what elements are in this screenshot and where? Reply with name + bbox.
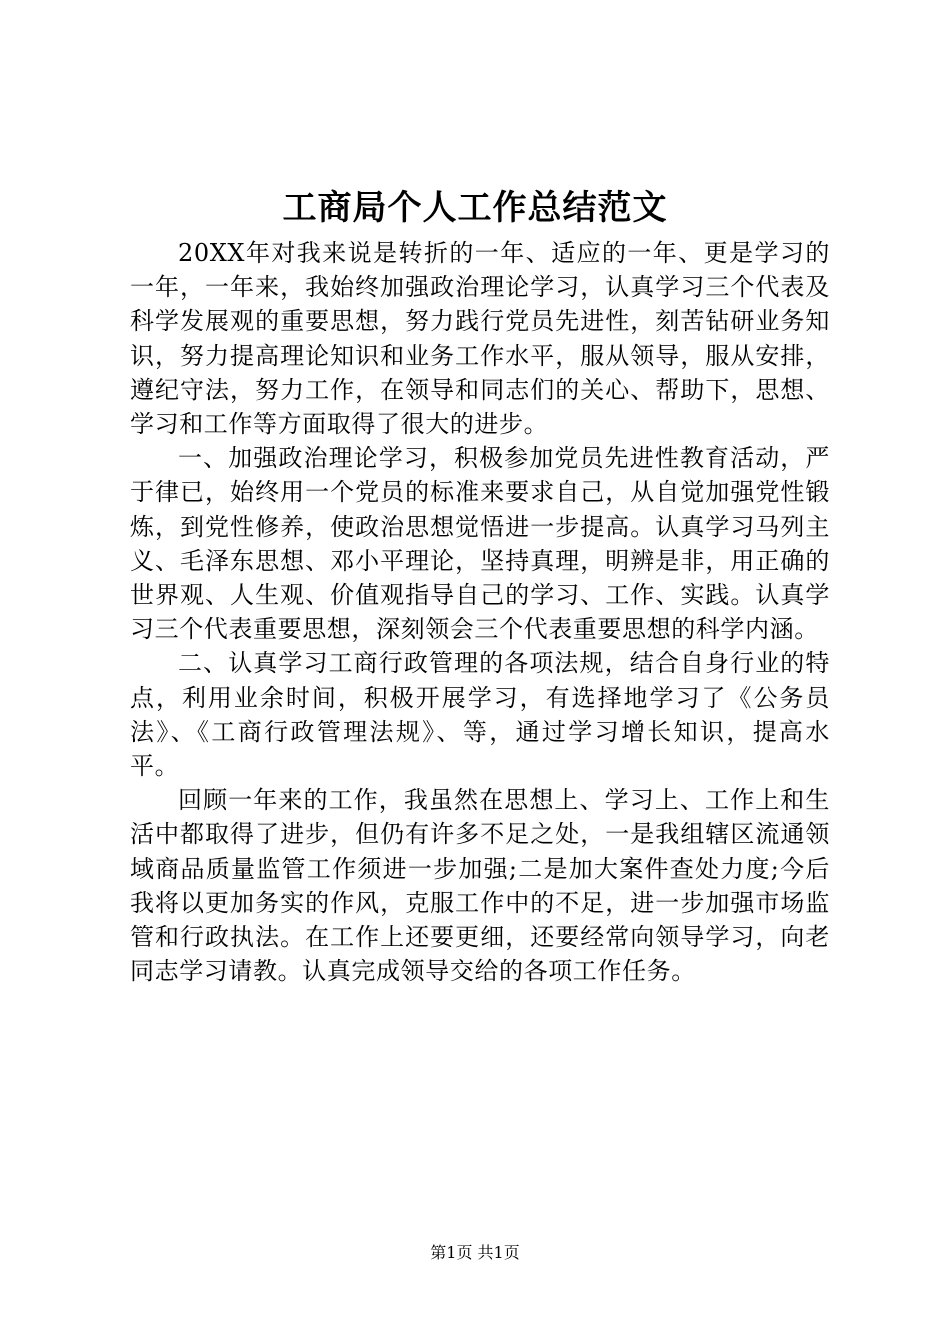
paragraph-section-2: 二、认真学习工商行政管理的各项法规，结合自身行业的特点，利用业余时间，积极开展学习，有选择地学习了《公务员法》、《工商行政管理法规》、等，通过学习增长知识，提高水平。 [130, 649, 830, 781]
page-footer: 第1页 共1页 [430, 1243, 520, 1262]
paragraph-section-1: 一、加强政治理论学习，积极参加党员先进性教育活动，严于律已，始终用一个党员的标准来要求自己，从自觉加强党性锻炼，到党性修养，使政治思想觉悟进一步提高。认真学习马列主义、毛泽东思想、邓小平理论，坚持真理，明辨是非，用正确的世界观、人生观、价值观指导自己的学习、工作、实践。认真学习三个代表重要思想，深刻领会三个代表重要思想的科学内涵。 [130, 444, 830, 644]
paragraph-intro: 20XX年对我来说是转折的一年、适应的一年、更是学习的一年，一年来，我始终加强政治理论学习，认真学习三个代表及科学发展观的重要思想，努力践行党员先进性，刻苦钻研业务知识，努力提高理论知识和业务工作水平，服从领导，服从安排，遵纪守法，努力工作，在领导和同志们的关心、帮助下，思想、学习和工作等方面取得了很大的进步。 [130, 239, 830, 439]
paragraph-review: 回顾一年来的工作，我虽然在思想上、学习上、工作上和生活中都取得了进步，但仍有许多不足之处，一是我组辖区流通领域商品质量监管工作须进一步加强;二是加大案件查处力度;今后我将以更加务实的作风，克服工作中的不足，进一步加强市场监管和行政执法。在工作上还要更细，还要经常向领导学习，向老同志学习请教。认真完成领导交给的各项工作任务。 [130, 786, 830, 986]
document-title: 工商局个人工作总结范文 [282, 188, 668, 228]
document-body [130, 236, 830, 988]
